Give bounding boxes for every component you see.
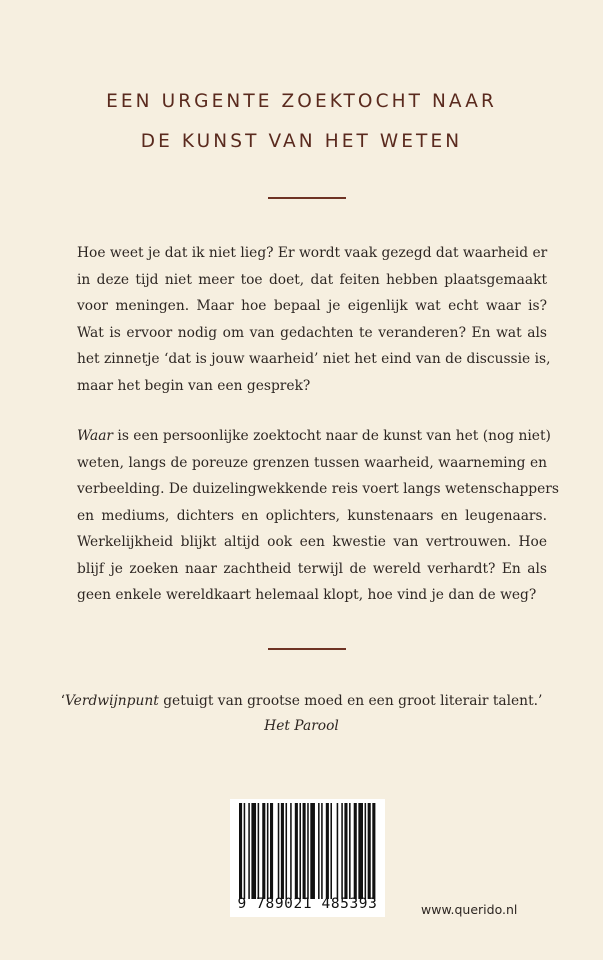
barcode-bar (349, 803, 351, 899)
barcode-bar (354, 803, 357, 899)
divider-top (268, 197, 346, 199)
barcode-bar (321, 803, 323, 899)
blurb-line: in deze tijd niet meer toe doet, dat feiten hebben plaatsgemaakt (77, 271, 547, 288)
quote-open-mark: ‘ (60, 693, 65, 709)
blurb-line (77, 423, 551, 450)
barcode-bar (337, 803, 339, 899)
barcode-bars (239, 803, 376, 899)
barcode-bar (251, 803, 256, 899)
blurb-line: Wat is ervoor nodig om van gedachten te veranderen? En wat als (77, 324, 547, 341)
divider-bottom (268, 648, 346, 650)
blurb-line: blijf je zoeken naar zachtheid terwijl de wereld verhardt? En als (77, 560, 547, 577)
barcode-bar (310, 803, 315, 899)
barcode-bar (303, 803, 306, 899)
quote-text: getuigt van grootse moed en een groot literair talent.’ (158, 693, 543, 709)
barcode-bar (286, 803, 288, 899)
barcode-bar (295, 803, 298, 899)
blurb-line: het zinnetje ‘dat is jouw waarheid’ niet het eind van de discussie is, (77, 351, 551, 367)
barcode-bar (270, 803, 273, 899)
publisher-url: www.querido.nl (421, 902, 518, 917)
blurb-paragraph-1 (77, 240, 551, 399)
review-source (0, 718, 603, 734)
barcode-bar (341, 803, 343, 899)
blurb-line: Hoe weet je dat ik niet lieg? Er wordt vaak gezegd dat waarheid er (77, 245, 548, 261)
barcode-bar (318, 803, 320, 899)
barcode-bar (307, 803, 309, 899)
barcode-bar (248, 803, 250, 899)
barcode-bar (258, 803, 260, 899)
barcode-bar (365, 803, 367, 899)
title-line-1: EEN URGENTE ZOEKTOCHT NAAR (106, 91, 497, 112)
review-source-name: Het Parool (264, 718, 339, 734)
barcode-bar (372, 803, 375, 899)
barcode-bar (239, 803, 242, 899)
barcode-bar (290, 803, 292, 899)
barcode-bar (368, 803, 371, 899)
blurb-line: voor meningen. Maar hoe bepaal je eigenlijk wat echt waar is? (77, 298, 547, 314)
blurb-line: geen enkele wereldkaart helemaal klopt, hoe vind je dan de weg? (77, 587, 537, 603)
blurb-line: weten, langs de poreuze grenzen tussen waarheid, waarneming en (77, 454, 547, 471)
blurb-paragraph-2 (77, 423, 559, 609)
barcode-bar (344, 803, 347, 899)
blurb-line: en mediums, dichters en oplichters, kunstenaars en leugenaars. (77, 507, 547, 524)
blurb-line: verbeelding. De duizelingwekkende reis voert langs wetenschappers (77, 481, 559, 497)
barcode-bar (281, 803, 284, 899)
barcode-bar (326, 803, 329, 899)
barcode-bar (299, 803, 301, 899)
barcode-bar (358, 803, 363, 899)
isbn-number: 9 789021 485393 (237, 896, 378, 912)
barcode-bar (278, 803, 280, 899)
barcode-bar (330, 803, 332, 899)
blurb-line: maar het begin van een gesprek? (77, 377, 311, 394)
book-title-waar: Waar (77, 428, 114, 444)
blurb-line: Werkelijkheid blijkt altijd ook een kwestie van vertrouwen. Hoe (77, 534, 547, 550)
quoted-book-title: Verdwijnpunt (64, 693, 159, 709)
barcode-bar (244, 803, 246, 899)
review-quote (0, 693, 603, 709)
barcode-bar (262, 803, 265, 899)
title-line-2: DE KUNST VAN HET WETEN (140, 131, 463, 152)
isbn-barcode (230, 799, 385, 917)
barcode-bar (267, 803, 269, 899)
blurb-line-rest: is een persoonlijke zoektocht naar de kunst van het (nog niet) (113, 428, 551, 444)
